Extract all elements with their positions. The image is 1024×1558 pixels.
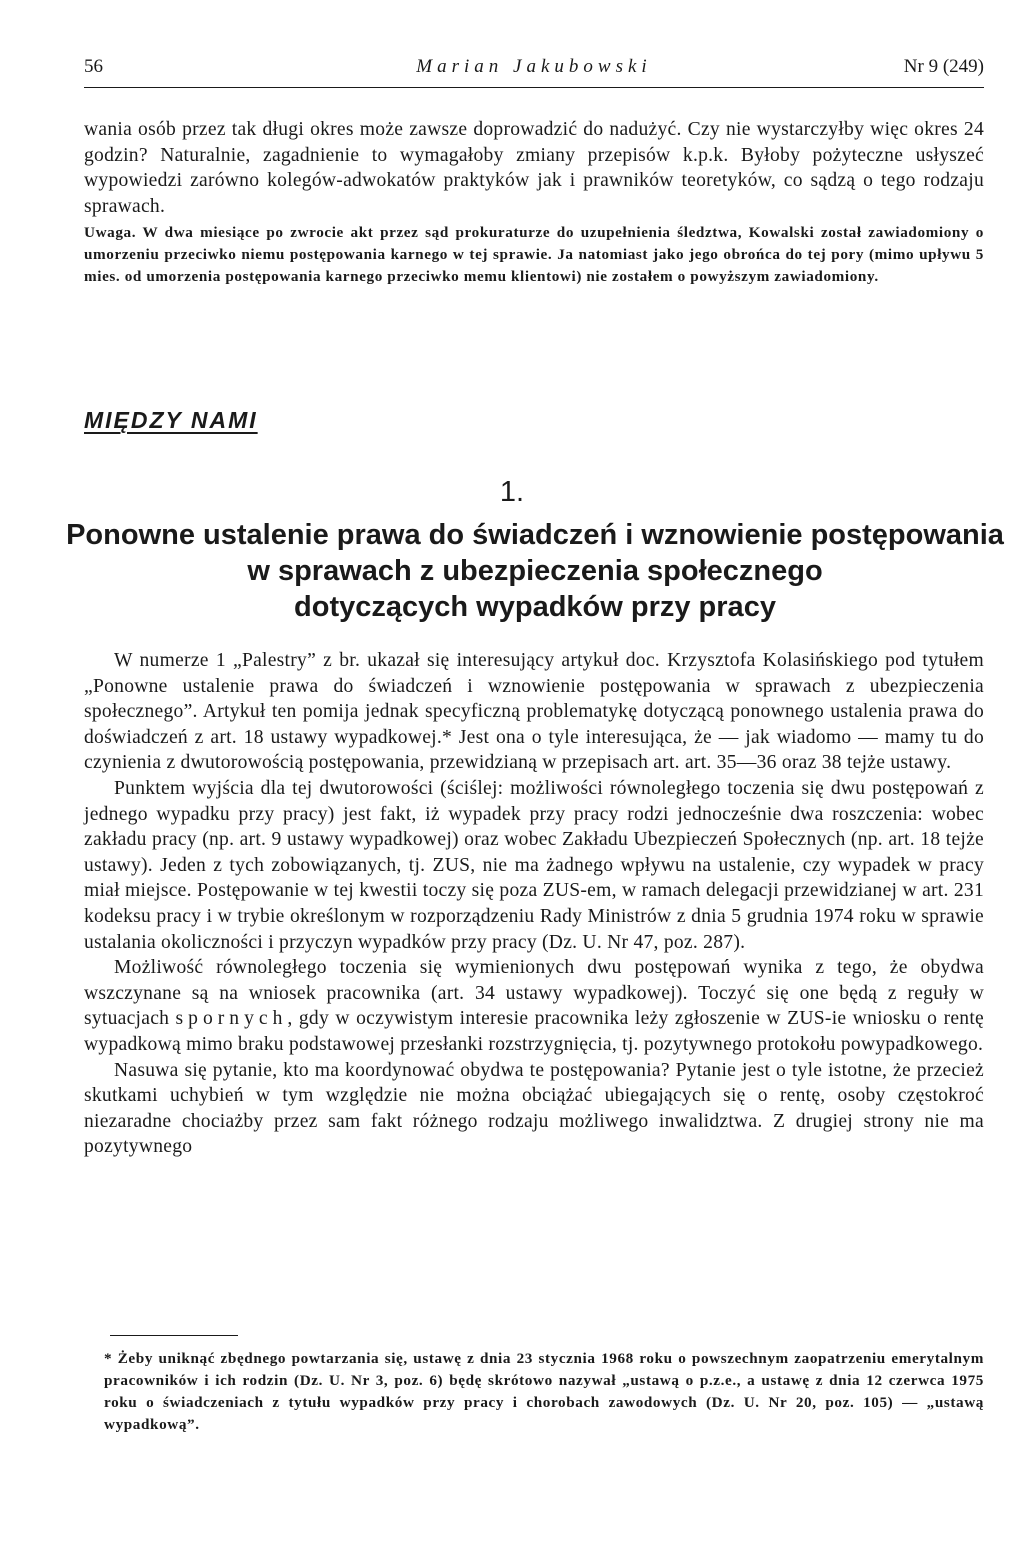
page-number: 56 — [84, 56, 103, 77]
issue-number: Nr 9 (249) — [903, 56, 984, 77]
article-paragraph-2: Punktem wyjścia dla tej dwutorowości (ściślej: możliwości równoległego toczenia się dwu postępowań z jednego wypadku przy pracy) jest fakt, iż wypadek przy pracy rodzi jednocześnie dwa roszczenia: wobec zakładu pracy (np. art. 9 ustawy wypadkowej) oraz wobec Zakładu Ubezpieczeń Społecznych (np. art. 18 tejże ustawy). Jeden z tych zobowiązanych, tj. ZUS, nie ma żadnego wpływu na ustalenie, czy wypadek w pracy miał miejsce. Postępowanie w tej kwestii toczy się poza ZUS-em, w ramach delegacji przewidzianej w art. 231 kodeksu pracy i w trybie określonym w rozporządzeniu Rady Ministrów z dnia 5 grudnia 1974 roku w sprawie ustalania okoliczności i przyczyn wypadków przy pracy (Dz. U. Nr 47, poz. 287). — [84, 777, 984, 953]
footnote — [104, 1348, 984, 1436]
running-header — [84, 52, 984, 86]
footnote-rule — [110, 1335, 238, 1336]
article-title-line-3: dotyczących wypadków przy pracy — [294, 591, 776, 623]
article-number: 1. — [499, 476, 525, 508]
header-rule — [84, 87, 984, 88]
footnote-text: * Żeby uniknąć zbędnego powtarzania się, ustawę z dnia 23 stycznia 1968 roku o powszechnym zaopatrzeniu emerytalnym pracowników i ich rodzin (Dz. U. Nr 3, poz. 6) będę skrótowo nazywał „ustawą o p.z.e., a ustawę z dnia 12 czerwca 1975 roku o świadczeniach z tytułu wypadków przy pracy i chorobach zawodowych (Dz. U. Nr 20, poz. 105) — „ustawą wypadkową”. — [104, 1350, 984, 1433]
previous-article-text: wania osób przez tak długi okres może zawsze doprowadzić do nadużyć. Czy nie wystarczyłby więc okres 24 godzin? Naturalnie, zagadnienie to wymagałoby zmiany przepisów k.p.k. Byłoby pożyteczne usłyszeć wypowiedzi zarówno kolegów-adwokatów praktyków jak i prawników teoretyków, co sądzą o tego rodzaju sprawach. — [84, 119, 984, 217]
note-text: W dwa miesiące po zwrocie akt przez sąd prokuraturze do uzupełnienia śledztwa, Kowalski został zawiadomiony o umorzeniu przeciwko niemu postępowania karnego w tej sprawie. Ja natomiast jako jego obrońca do tej pory (mimo upływu 5 mies. od umorzenia postępowania karnego przeciwko memu klientowi) nie zostałem o powyższym zawiadomiony. — [84, 224, 984, 286]
article-paragraph-1: W numerze 1 „Palestry” z br. ukazał się interesujący artykuł doc. Krzysztofa Kolasińskiego pod tytułem „Ponowne ustalenie prawa do świadczeń i wznowienie postępowania w sprawach z ubezpieczenia społecznego”. Artykuł ten pomija jednak specyficzną problematykę dotyczącą ponownego ustalenia prawa do doświadczeń z art. 18 ustawy wypadkowej.* Jest ona o tyle interesująca, że — jak wiadomo — mamy tu do czynienia z dwutorowością postępowania, przewidzianą w przepisach art. art. 35—36 oraz 38 tejże ustawy. — [84, 650, 984, 774]
article-title — [60, 517, 1010, 625]
article-body — [84, 648, 984, 1160]
paragraph-3-text-a: Możliwość równoległego toczenia się wymienionych dwu postępowań wynika z tego, że obydwa wszczynane są na wniosek pracownika (art. 34 ustawy wypadkowej). Toczyć się one będą z reguły w sytuacjach — [84, 957, 984, 1030]
article-paragraph-3 — [84, 955, 984, 1057]
note-label: Uwaga. — [84, 224, 137, 242]
spaced-emphasis: spornych — [175, 1008, 288, 1030]
previous-article-note — [84, 222, 984, 288]
previous-article-end — [84, 117, 984, 288]
running-author: Marian Jakubowski — [416, 56, 652, 77]
section-heading: MIĘDZY NAMI — [84, 407, 258, 433]
paragraph-3-text-b: , gdy w oczywistym interesie pracownika leży zgłoszenie w ZUS-ie wniosku o rentę wypadkową mimo braku podstawowej przesłanki rozstrzygnięcia, tj. pozytywnego protokołu powypadkowego. — [84, 1008, 984, 1055]
article-paragraph-4: Nasuwa się pytanie, kto ma koordynować obydwa te postępowania? Pytanie jest o tyle istotne, że przecież skutkami uchybień w tym względzie nie można obciążać ubiegających się o rentę, osoby częstokroć niezaradne chociażby przez sam fakt różnego rodzaju możliwego inwalidztwa. Z drugiej strony nie ma pozytywnego — [84, 1059, 984, 1158]
article-title-line-2: w sprawach z ubezpieczenia społecznego — [247, 555, 823, 587]
article-title-line-1: Ponowne ustalenie prawa do świadczeń i wznowienie postępowania — [66, 519, 1004, 551]
